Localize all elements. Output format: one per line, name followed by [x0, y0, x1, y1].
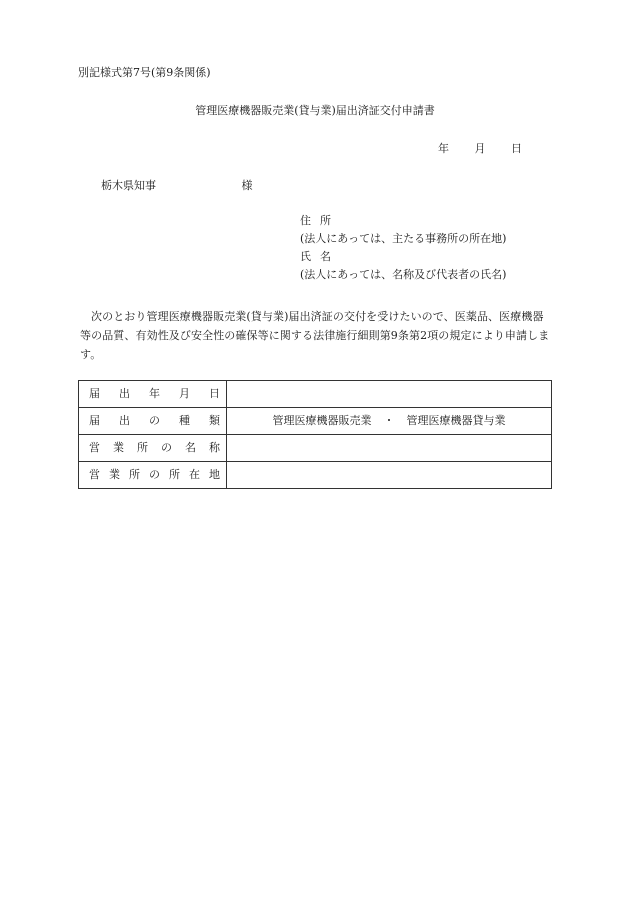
- address-label: 住 所: [300, 214, 331, 227]
- date-year-label: 年: [438, 142, 449, 155]
- row-label-notification-date: 届 出 年 月 日: [79, 381, 227, 408]
- addressee-honorific: 様: [241, 179, 253, 192]
- option-sales[interactable]: 管理医療機器販売業: [272, 414, 372, 428]
- option-separator: ・: [383, 414, 395, 428]
- date-day-label: 日: [511, 142, 522, 155]
- table-row: [79, 381, 552, 408]
- date-month-label: 月: [474, 142, 486, 155]
- table-row: [79, 435, 552, 462]
- body-text: 次のとおり管理医療機器販売業(貸与業)届出済証の交付を受けたいので、医薬品、医療機器等の品質、有効性及び安全性の確保等に関する法律施行細則第9条第2項の規定により申請します。: [80, 310, 550, 361]
- row-label-notification-type: 届 出 の 種 類: [79, 408, 227, 435]
- option-rental[interactable]: 管理医療機器貸与業: [406, 414, 506, 428]
- document-title: 管理医療機器販売業(貸与業)届出済証交付申請書: [195, 104, 435, 117]
- office-name-field[interactable]: [227, 435, 552, 462]
- application-table: [78, 380, 552, 489]
- addressee-name: 栃木県知事: [101, 179, 156, 192]
- table-row: [79, 408, 552, 435]
- row-label-office-name: 営 業 所 の 名 称: [79, 435, 227, 462]
- address-note: (法人にあっては、主たる事務所の所在地): [300, 232, 507, 245]
- notification-date-field[interactable]: [227, 381, 552, 408]
- date-line: [438, 142, 522, 155]
- form-number: 別記様式第7号(第9条関係): [78, 66, 211, 79]
- applicant-block: [300, 214, 506, 286]
- name-label: 氏 名: [300, 250, 331, 263]
- notification-type-field[interactable]: [227, 408, 552, 435]
- row-label-office-address: 営 業 所 の 所 在 地: [79, 462, 227, 489]
- addressee: [101, 179, 253, 192]
- table-row: [79, 462, 552, 489]
- office-address-field[interactable]: [227, 462, 552, 489]
- name-note: (法人にあっては、名称及び代表者の氏名): [300, 268, 507, 281]
